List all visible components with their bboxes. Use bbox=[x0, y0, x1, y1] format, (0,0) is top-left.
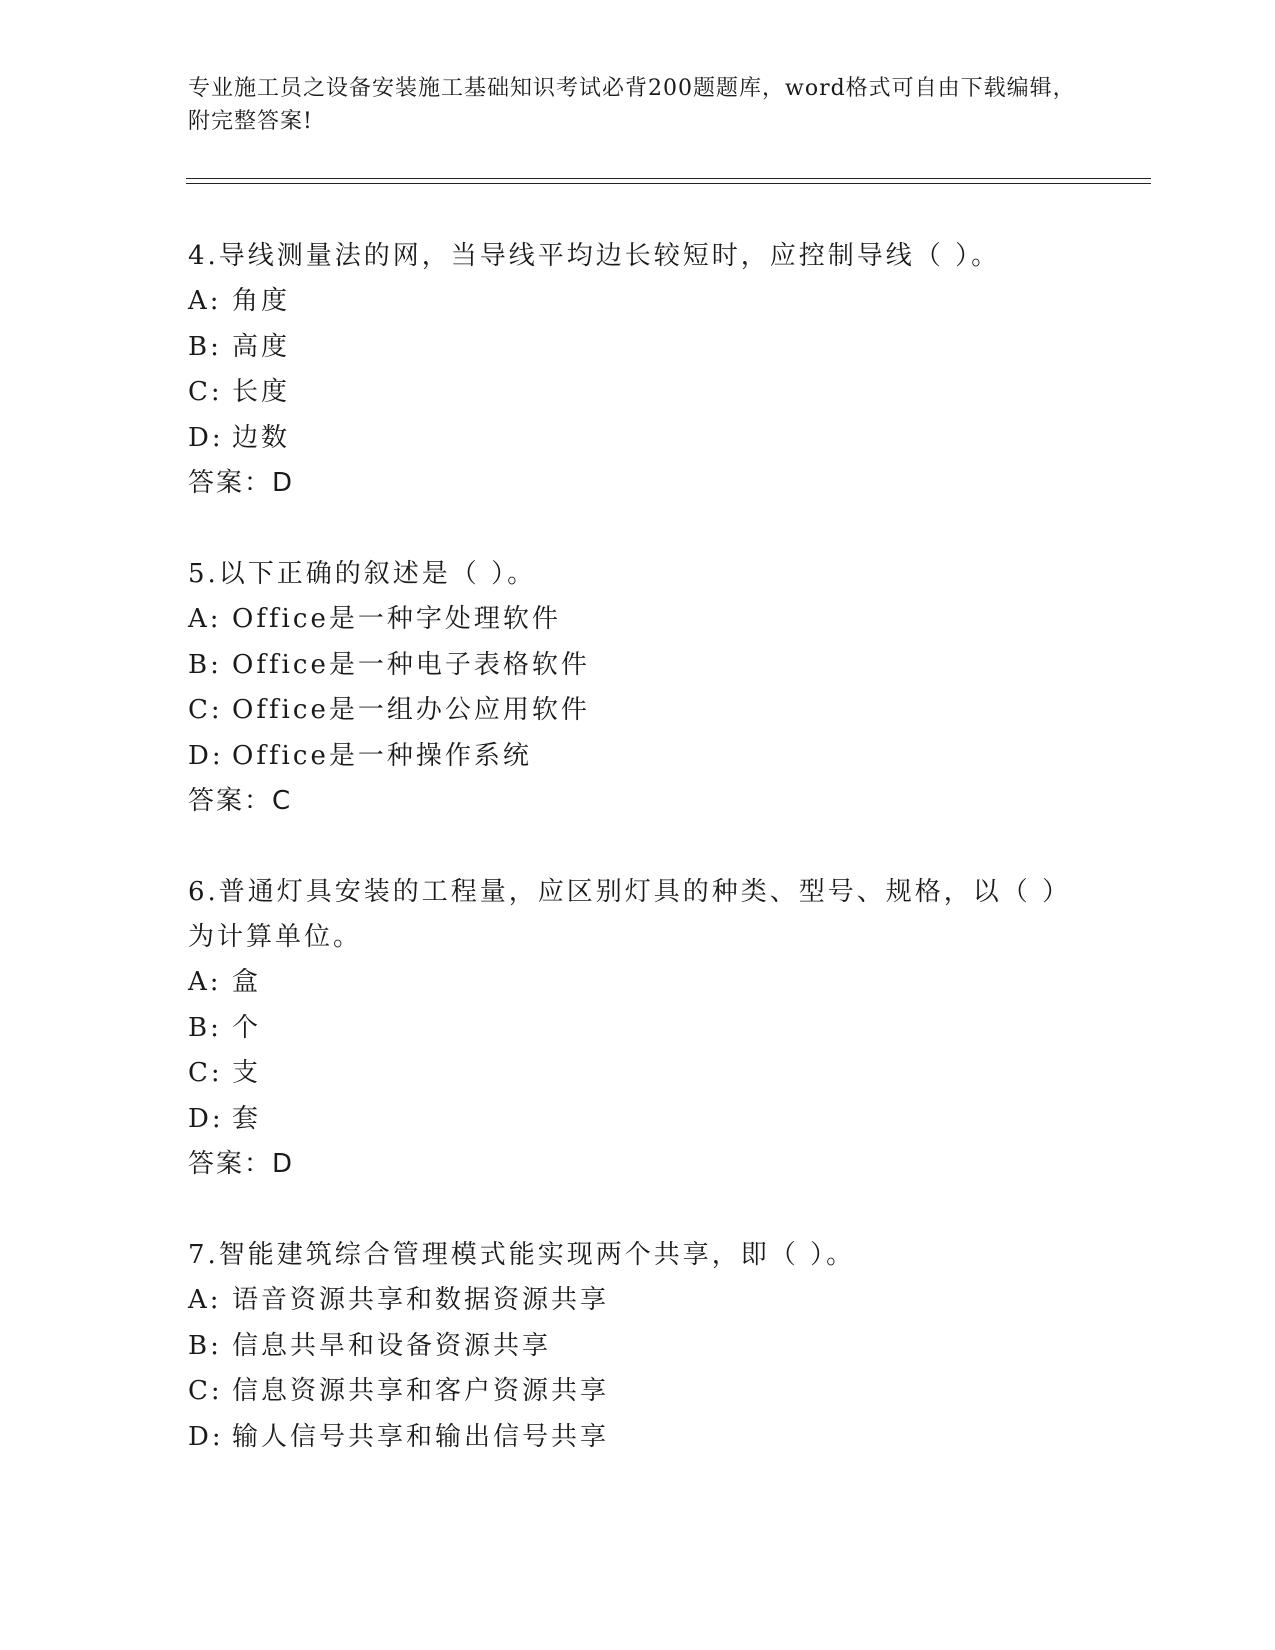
option-text: 角度 bbox=[232, 286, 291, 316]
option-letter: C: bbox=[188, 695, 223, 725]
option-letter: B: bbox=[188, 1330, 222, 1361]
question-stem: 7.智能建筑综合管理模式能实现两个共享，即（ ）。 bbox=[188, 1240, 856, 1270]
header-divider-bottom bbox=[186, 183, 1151, 184]
option-text: Office是一种操作系统 bbox=[232, 740, 532, 771]
answer: 答案：D bbox=[188, 1149, 295, 1179]
question-5 bbox=[188, 552, 1088, 824]
option-b bbox=[188, 1324, 1088, 1370]
option-b bbox=[188, 643, 1088, 689]
option-a bbox=[188, 597, 1088, 643]
option-a bbox=[188, 960, 1088, 1006]
option-text: 信息共旱和设备资源共享 bbox=[232, 1330, 552, 1361]
option-text: 信息资源共享和客户资源共享 bbox=[232, 1376, 610, 1406]
option-c bbox=[188, 1051, 1088, 1097]
option-letter: C: bbox=[188, 1058, 223, 1088]
question-stem: 5.以下正确的叙述是（ ）。 bbox=[188, 559, 537, 589]
option-c bbox=[188, 1369, 1088, 1415]
option-text: 输人信号共享和输出信号共享 bbox=[232, 1421, 610, 1452]
document-header bbox=[188, 72, 1088, 138]
answer: 答案：D bbox=[188, 468, 295, 498]
header-title: 专业施工员之设备安装施工基础知识考试必背200题题库，word格式可自由下载编辑，附完整答案! bbox=[188, 76, 1076, 134]
header-divider-top bbox=[186, 178, 1151, 179]
question-4 bbox=[188, 234, 1088, 506]
option-letter: A: bbox=[188, 604, 222, 634]
option-text: Office是一组办公应用软件 bbox=[232, 695, 590, 725]
option-d bbox=[188, 734, 1088, 780]
option-text: Office是一种电子表格软件 bbox=[232, 649, 590, 680]
option-letter: D: bbox=[188, 422, 224, 453]
option-letter: D: bbox=[188, 740, 224, 771]
option-letter: C: bbox=[188, 377, 223, 407]
option-letter: B: bbox=[188, 649, 222, 680]
option-a bbox=[188, 279, 1088, 325]
option-text: 长度 bbox=[232, 377, 291, 407]
option-b bbox=[188, 1006, 1088, 1052]
option-d bbox=[188, 416, 1088, 462]
option-text: 套 bbox=[232, 1103, 262, 1134]
option-letter: A: bbox=[188, 286, 222, 316]
option-text: 边数 bbox=[232, 422, 291, 453]
option-a bbox=[188, 1278, 1088, 1324]
option-text: 支 bbox=[232, 1058, 262, 1088]
option-text: 盒 bbox=[232, 967, 262, 997]
option-text: Office是一种字处理软件 bbox=[232, 604, 561, 634]
option-text: 语音资源共享和数据资源共享 bbox=[232, 1285, 610, 1315]
option-letter: B: bbox=[188, 331, 222, 362]
option-d bbox=[188, 1415, 1088, 1461]
option-b bbox=[188, 325, 1088, 371]
option-letter: A: bbox=[188, 967, 222, 997]
option-letter: D: bbox=[188, 1103, 224, 1134]
question-stem: 4.导线测量法的网，当导线平均边长较短时，应控制导线（ ）。 bbox=[188, 241, 1001, 271]
option-c bbox=[188, 688, 1088, 734]
question-stem: 6.普通灯具安装的工程量，应区别灯具的种类、型号、规格，以（ ）为计算单位。 bbox=[188, 877, 1072, 952]
question-7 bbox=[188, 1233, 1088, 1460]
answer: 答案：C bbox=[188, 786, 293, 816]
question-6 bbox=[188, 870, 1088, 1187]
option-d bbox=[188, 1097, 1088, 1143]
option-letter: A: bbox=[188, 1285, 222, 1315]
option-letter: B: bbox=[188, 1012, 222, 1043]
option-text: 个 bbox=[232, 1012, 262, 1043]
option-c bbox=[188, 370, 1088, 416]
option-letter: D: bbox=[188, 1421, 224, 1452]
option-text: 高度 bbox=[232, 331, 291, 362]
option-letter: C: bbox=[188, 1376, 223, 1406]
